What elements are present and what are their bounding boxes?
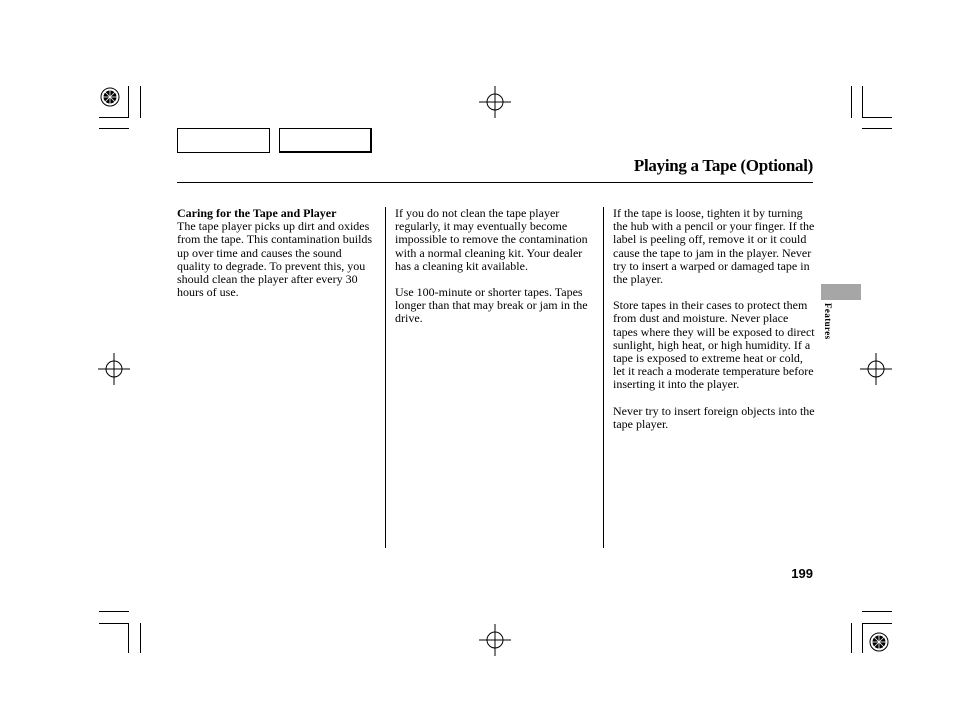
text-column-2 — [395, 207, 595, 339]
column-divider — [385, 207, 386, 548]
crop-mark — [140, 86, 141, 118]
registration-mark-top-left — [98, 85, 128, 111]
crosshair-mark-right — [860, 353, 892, 385]
page-number: 199 — [791, 566, 813, 581]
crop-mark — [851, 86, 852, 118]
crop-mark — [862, 623, 863, 653]
crop-mark — [99, 623, 129, 624]
text-column-3 — [613, 207, 815, 444]
crop-mark — [851, 623, 852, 653]
crop-mark — [99, 611, 129, 612]
page-title: Playing a Tape (Optional) — [633, 156, 813, 175]
crop-mark — [862, 117, 892, 118]
text-column-1 — [177, 207, 377, 312]
paragraph: Never try to insert foreign objects into the tape player. — [613, 403, 815, 431]
crosshair-mark-bottom-center — [479, 624, 511, 656]
paragraph-text: The tape player picks up dirt and oxides from the tape. This contamination builds up over time and causes the sound quality to degrade. To prevent this, you should clean the player after every 30 hours of use. — [177, 219, 373, 300]
registration-mark-bottom-right — [866, 629, 892, 655]
header-tab-box-1 — [177, 128, 270, 153]
crop-mark — [128, 623, 129, 653]
crop-mark — [128, 86, 129, 118]
crop-mark — [99, 117, 129, 118]
section-tab — [821, 284, 861, 300]
paragraph: Store tapes in their cases to protect them from dust and moisture. Never place tapes where they will be exposed to direct sunlight, high heat, or high humidity. If a tape is exposed to extreme heat or cold, let it reach a moderate temperature before inserting it into the player. — [613, 298, 815, 392]
header-tab-box-2 — [279, 128, 372, 153]
crop-mark — [862, 86, 863, 118]
section-tab-label: Features — [823, 303, 833, 340]
crosshair-mark-top-center — [479, 86, 511, 118]
crop-mark — [862, 128, 892, 129]
crosshair-mark-left — [98, 353, 130, 385]
paragraph — [177, 207, 377, 299]
crop-mark — [862, 623, 892, 624]
paragraph: If you do not clean the tape player regularly, it may eventually become impossible to remove the contamination with a normal cleaning kit. Your dealer has a cleaning kit available. — [395, 206, 588, 273]
crop-mark — [862, 611, 892, 612]
title-rule — [177, 182, 813, 183]
paragraph: Use 100-minute or shorter tapes. Tapes longer than that may break or jam in the drive. — [395, 285, 588, 326]
crop-mark — [140, 623, 141, 653]
paragraph: If the tape is loose, tighten it by turning the hub with a pencil or your finger. If the label is peeling off, remove it or it could cause the tape to jam in the player. Never try to insert a warped or damaged tape in the player. — [613, 206, 815, 287]
crop-mark — [99, 128, 129, 129]
column-divider — [603, 207, 604, 548]
section-heading: Caring for the Tape and Player — [177, 206, 337, 220]
